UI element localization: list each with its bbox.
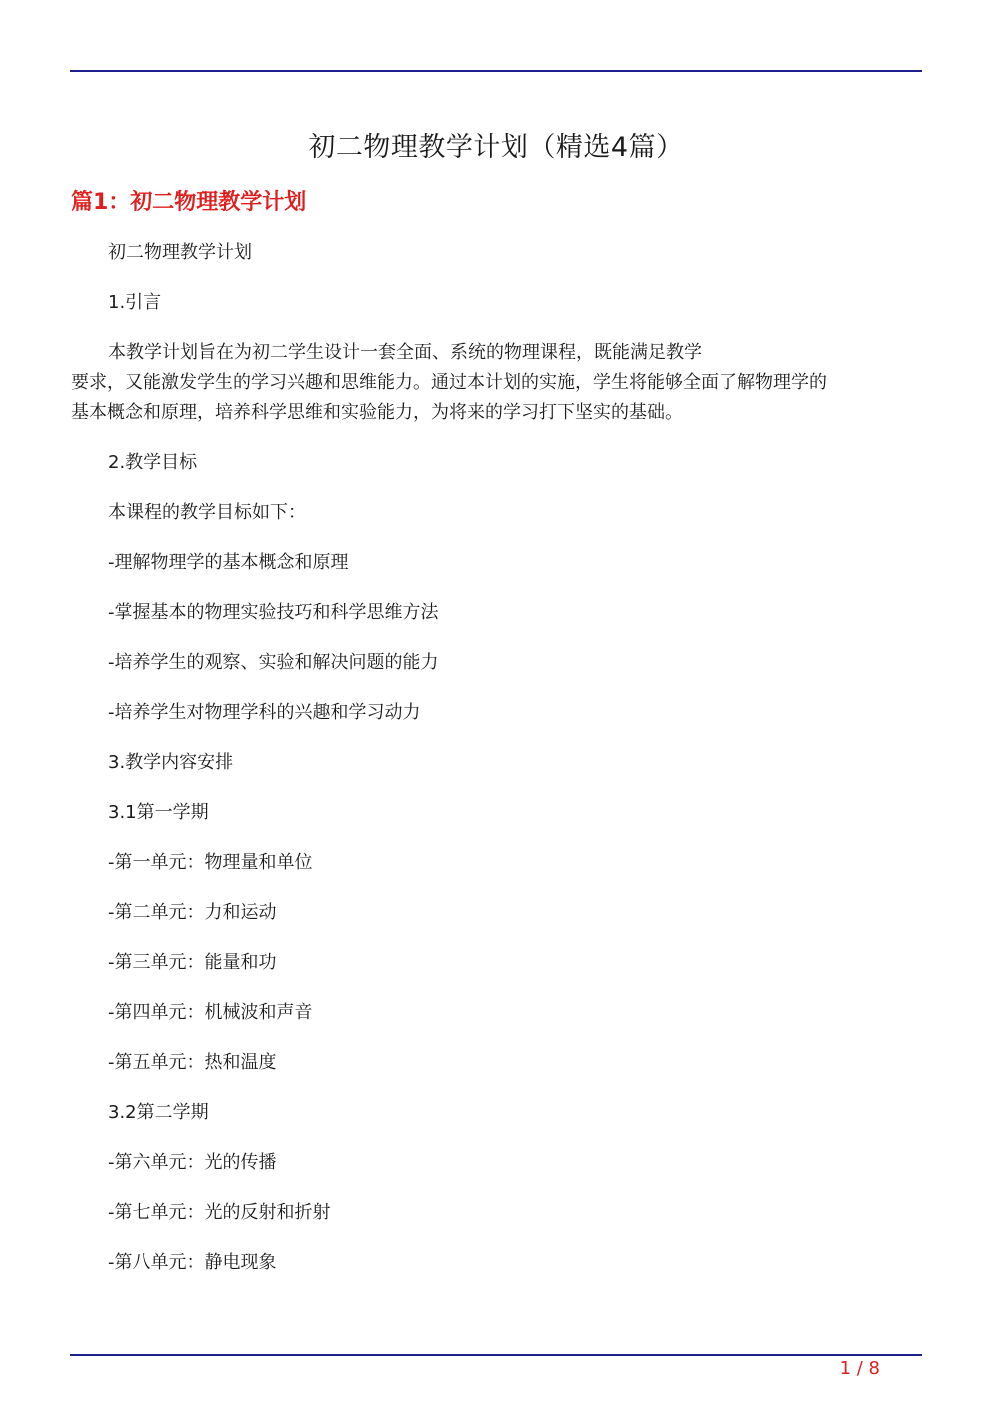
list-item: -培养学生对物理学科的兴趣和学习动力: [108, 702, 421, 723]
list-item: -第四单元：机械波和声音: [108, 1002, 313, 1023]
list-item: -第八单元：静电现象: [108, 1252, 277, 1273]
section-heading: 篇1：初二物理教学计划: [71, 190, 307, 215]
intro-line: 本教学计划旨在为初二学生设计一套全面、系统的物理课程，既能满足教学: [108, 342, 702, 363]
list-item: -第二单元：力和运动: [108, 902, 277, 923]
header-rule: [70, 70, 922, 72]
paragraph: 3.教学内容安排: [108, 752, 234, 773]
intro-paragraph: [71, 338, 921, 428]
paragraph: 初二物理教学计划: [108, 242, 252, 263]
paragraph: 1.引言: [108, 292, 162, 313]
list-item: -第五单元：热和温度: [108, 1052, 277, 1073]
intro-line: 要求，又能激发学生的学习兴趣和思维能力。通过本计划的实施，学生将能够全面了解物理学的: [71, 372, 827, 393]
paragraph: 3.2第二学期: [108, 1102, 209, 1123]
intro-line: 基本概念和原理，培养科学思维和实验能力，为将来的学习打下坚实的基础。: [71, 402, 683, 423]
paragraph: 本课程的教学目标如下：: [108, 502, 306, 523]
footer-rule: [70, 1354, 922, 1356]
document-body: [71, 238, 921, 1298]
list-item: -培养学生的观察、实验和解决问题的能力: [108, 652, 439, 673]
document-title: 初二物理教学计划（精选4篇）: [308, 132, 684, 163]
list-item: -第一单元：物理量和单位: [108, 852, 313, 873]
list-item: -理解物理学的基本概念和原理: [108, 552, 349, 573]
paragraph: 2.教学目标: [108, 452, 198, 473]
list-item: -掌握基本的物理实验技巧和科学思维方法: [108, 602, 439, 623]
page-indicator: 1 / 8: [839, 1358, 880, 1379]
paragraph: 3.1第一学期: [108, 802, 209, 823]
list-item: -第三单元：能量和功: [108, 952, 277, 973]
list-item: -第六单元：光的传播: [108, 1152, 277, 1173]
list-item: -第七单元：光的反射和折射: [108, 1202, 331, 1223]
